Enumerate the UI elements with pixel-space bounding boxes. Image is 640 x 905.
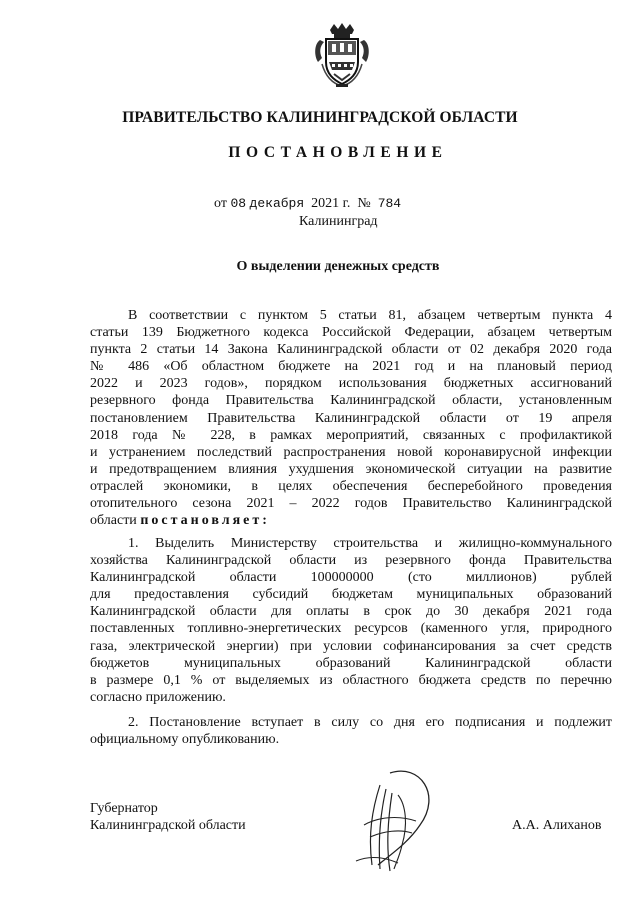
text-line: пункта 2 статьи 14 Закона Калининградской области от 02 декабря 2020 года (90, 342, 612, 358)
paragraph-item-1 (90, 535, 612, 706)
coat-of-arms-icon (312, 22, 372, 88)
text-line: постановлением Правительства Калининградской области от 19 апреля (90, 410, 612, 426)
text-line: отраслей экономики, в целях обеспечения бесперебойного проведения (90, 478, 612, 494)
text-line: хозяйства Калининградской области из резервного фонда Правительства (90, 553, 612, 569)
text-line: поставленных топливно-энергетических ресурсов (каменного угля, природного (90, 621, 612, 637)
number-prefix: № (357, 196, 371, 211)
date-year: 2021 г. (311, 196, 351, 211)
text-line: и устранением последствий распространения новой коронавирусной инфекции (90, 444, 612, 460)
text-line: 2. Постановление вступает в силу со дня его подписания и подлежит (128, 715, 612, 730)
text-line: 1. Выделить Министерству строительства и жилищно-коммунального (128, 536, 612, 551)
text-line (90, 512, 612, 529)
text-line: для предоставления субсидий бюджетам муниципальных образований (90, 587, 612, 603)
text-line: бюджетов муниципальных образований Калининградской области (90, 655, 612, 671)
signatory-title (90, 800, 246, 834)
signatory-name: А.А. Алиханов (512, 818, 602, 833)
signatory-position: Губернатор (90, 801, 158, 816)
document-number: 784 (377, 196, 402, 211)
paragraph-item-2 (90, 714, 612, 748)
document-type-heading: ПОСТАНОВЛЕНИЕ (228, 144, 448, 161)
handwritten-signature-icon (350, 765, 440, 875)
date-number-line (214, 196, 401, 212)
text-line: и предотвращением влияния ухудшения экономической ситуации на развитие (90, 461, 612, 477)
date-day: 08 (230, 196, 247, 211)
text-line: официальному опубликованию. (90, 732, 280, 748)
city-name: Калининград (299, 214, 378, 229)
date-prefix: от (214, 196, 227, 211)
text-line: согласно приложению. (90, 689, 226, 705)
paragraph-preamble (90, 307, 612, 529)
text-line: Калининградской области для оплаты в срок до 30 декабря 2021 года (90, 604, 612, 620)
text-line: газа, электрической энергии) при условии софинансирования за счет средств (90, 638, 612, 654)
organization-title: ПРАВИТЕЛЬСТВО КАЛИНИНГРАДСКОЙ ОБЛАСТИ (122, 109, 518, 126)
text-line: 2022 и 2023 годов», порядком использования бюджетных ассигнований (90, 376, 612, 392)
document-subject: О выделении денежных средств (236, 259, 440, 274)
text-line: В соответствии с пунктом 5 статьи 81, абзацем четвертым пункта 4 (128, 308, 612, 323)
text-line: резервного фонда Правительства Калининградской области, установленным (90, 393, 612, 409)
date-month: декабря (249, 196, 305, 211)
text-line: Калининградской области 100000000 (сто миллионов) рублей (90, 570, 612, 586)
text-line: статьи 139 Бюджетного кодекса Российской Федерации, абзацем четвертым (90, 325, 612, 341)
text-line: 2018 года № 228, в рамках мероприятий, связанных с профилактикой (90, 427, 612, 443)
text-line: № 486 «Об областном бюджете на 2021 год и на плановый период (90, 359, 612, 375)
text-fragment: области (90, 513, 137, 529)
resolves-keyword: постановляет: (140, 513, 270, 529)
text-line: в размере 0,1 % от выделяемых из областного бюджета средств по перечню (90, 672, 612, 688)
text-line: отопительного сезона 2021 – 2022 годов Правительство Калининградской (90, 496, 612, 512)
signatory-region: Калининградской области (90, 818, 246, 834)
